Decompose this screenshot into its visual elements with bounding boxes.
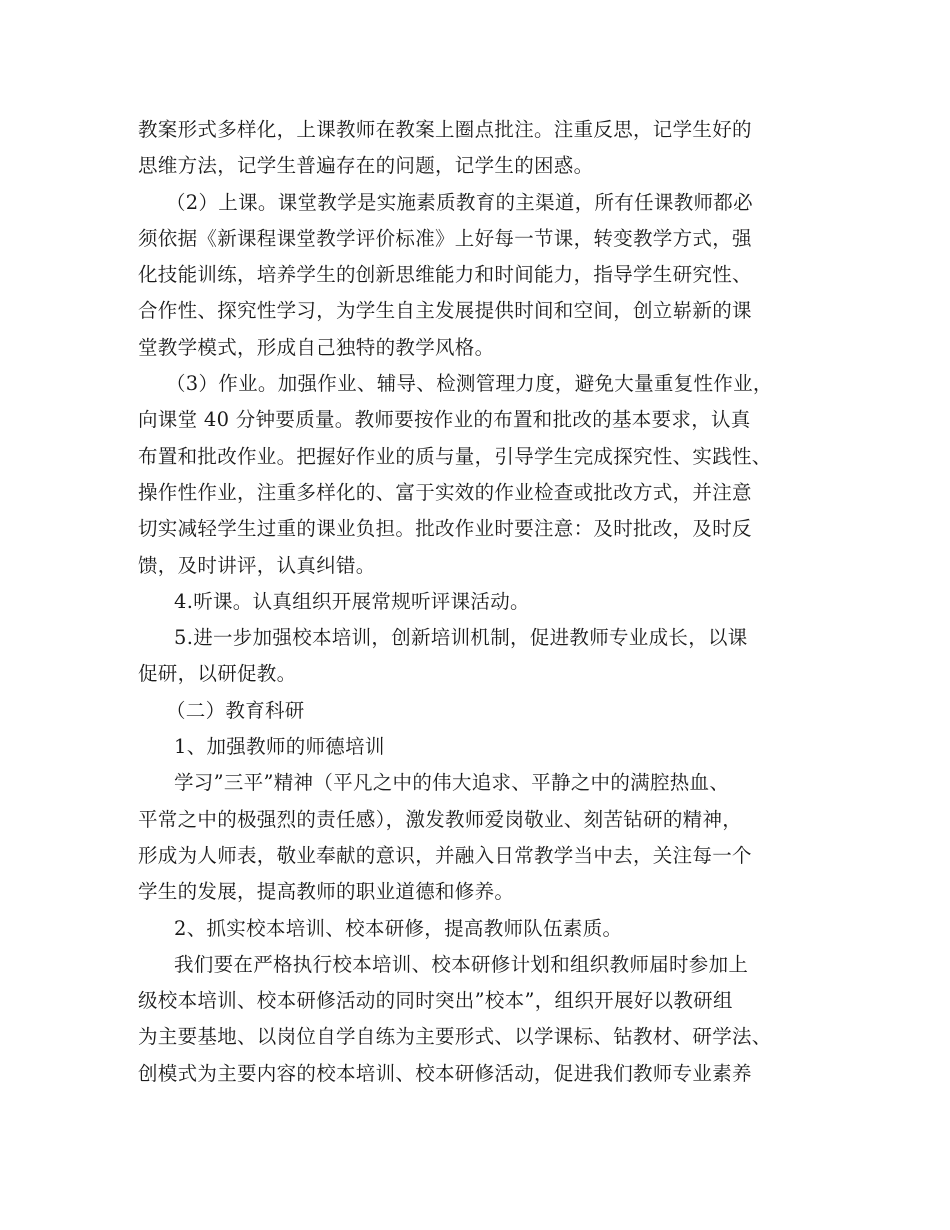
section-heading: （二）教育科研 [166,698,305,722]
text-line: 操作性作业，注重多样化的、富于实效的作业检查或批改方式，并注意 [138,480,752,504]
text-line: 学生的发展，提高教师的职业道德和修养。 [138,880,515,904]
subsection-heading: 1、加强教师的师德培训 [174,735,385,759]
text-line: 5.进一步加强校本培训，创新培训机制，促进教师专业成长，以课 [174,626,748,650]
text-line: （3）作业。加强作业、辅导、检测管理力度，避免大量重复性作业， [166,372,773,396]
text-line: 4.听课。认真组织开展常规听评课活动。 [174,589,530,613]
text-line: 级校本培训、校本研修活动的同时突出”校本”，组织开展好以教研组 [138,989,733,1013]
text-line: 形成为人师表，敬业奉献的意识，并融入日常教学当中去，关注每一个 [138,843,752,867]
text-line: 切实减轻学生过重的课业负担。批改作业时要注意：及时批改，及时反 [138,517,752,541]
text-line: 合作性、探究性学习，为学生自主发展提供时间和空间，创立崭新的课 [138,299,752,323]
text-line: 向课堂 40 分钟要质量。教师要按作业的布置和批改的基本要求，认真 [138,408,751,432]
text-line: 学习”三平”精神（平凡之中的伟大追求、平静之中的满腔热血、 [174,771,730,795]
text-line: 我们要在严格执行校本培训、校本研修计划和组织教师届时参加上 [174,952,749,976]
text-line: 化技能训练，培养学生的创新思维能力和时间能力，指导学生研究性、 [138,263,752,287]
text-line: 须依据《新课程课堂教学评价标准》上好每一节课，转变教学方式，强 [138,226,752,250]
text-line: 堂教学模式，形成自己独特的教学风格。 [138,335,495,359]
text-line: 为主要基地、以岗位自学自练为主要形式、以学课标、钻教材、研学法、 [138,1025,772,1049]
text-line: 思维方法，记学生普遍存在的问题，记学生的困惑。 [138,154,594,178]
text-line: 布置和批改作业。把握好作业的质与量，引导学生完成探究性、实践性、 [138,444,772,468]
document-body [138,112,822,1092]
text-line: 馈，及时讲评，认真纠错。 [138,553,376,577]
text-line: （2）上课。课堂教学是实施素质教育的主渠道，所有任课教师都必 [166,190,753,214]
text-line: 促研，以研促教。 [138,662,297,686]
subsection-heading: 2、抓实校本培训、校本研修，提高教师队伍素质。 [174,916,623,940]
text-line: 创模式为主要内容的校本培训、校本研修活动，促进我们教师专业素养 [138,1061,752,1085]
text-line: 教案形式多样化，上课教师在教案上圈点批注。注重反思，记学生好的 [138,118,752,141]
text-line: 平常之中的极强烈的责任感），激发教师爱岗敬业、刻苦钻研的精神， [138,807,743,831]
